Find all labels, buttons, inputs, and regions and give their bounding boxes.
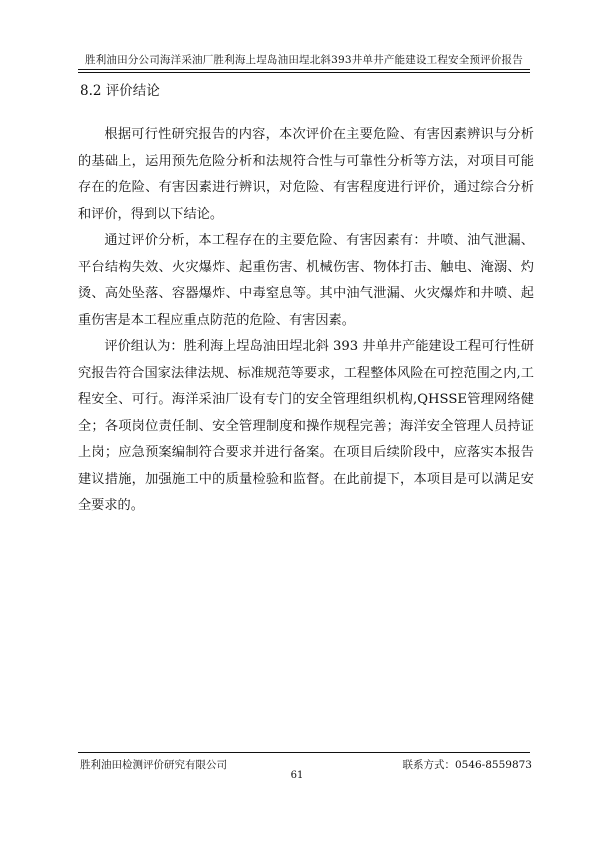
paragraph: 通过评价分析，本工程存在的主要危险、有害因素有：井喷、油气泄漏、平台结构失效、火灾爆炸、起重伤害、机械伤害、物体打击、触电、淹溺、灼烫、高处坠落、容器爆炸、中毒窒息等。其中油气泄漏、火灾爆炸和井喷、起重伤害是本工程应重点防范的危险、有害因素。 — [78, 233, 534, 328]
paragraph: 根据可行性研究报告的内容，本次评价在主要危险、有害因素辨识与分析的基础上，运用预先危险分析和法规符合性与可靠性分析等方法，对项目可能存在的危险、有害因素进行辨识，对危险、有害程度进行评价，通过综合分析和评价，得到以下结论。 — [78, 127, 534, 222]
footer-organization: 胜利油田检测评价研究有限公司 — [80, 759, 227, 771]
footer-contact: 联系方式：0546-8559873 — [402, 759, 532, 771]
header-rule-thin — [78, 72, 530, 73]
body-text — [78, 122, 534, 520]
section-heading: 8.2 评价结论 — [80, 83, 160, 99]
header-rule-thick — [78, 69, 530, 70]
paragraph: 评价组认为：胜利海上埕岛油田埕北斜 393 井单井产能建设工程可行性研究报告符合国家法律法规、标准规范等要求，工程整体风险在可控范围之内,工程安全、可行。海洋采油厂设有专门的安全管理组织机构,QHSSE管理网络健全；各项岗位责任制、安全管理制度和操作规程完善；海洋安全管理人员持证上岗；应急预案编制符合要求并进行备案。在项目后续阶段中，应落实本报告建议措施，加强施工中的质量检验和监督。在此前提下，本项目是可以满足安全要求的。 — [78, 339, 534, 513]
page-number: 61 — [290, 770, 304, 781]
running-header: 胜利油田分公司海洋采油厂胜利海上埕岛油田埕北斜393井单井产能建设工程安全预评价报告 — [85, 54, 523, 66]
footer-rule — [78, 752, 530, 753]
